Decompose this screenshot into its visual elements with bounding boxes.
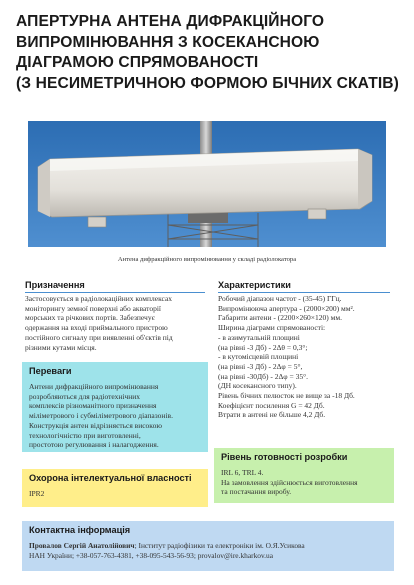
- specs-line: Втрати в антені не більше 4,2 Дб.: [218, 410, 326, 420]
- ip-value: IPR2: [29, 489, 45, 498]
- specs-text: [218, 294, 355, 420]
- title-line-1: АПЕРТУРНА АНТЕНА ДИФРАКЦІЙНОГО: [16, 13, 325, 30]
- specs-line: (на рівні -30Дб) - 2Δφ = 35°.: [218, 371, 308, 381]
- advantages-line: Антени дифракційного випромінювання: [29, 382, 159, 391]
- specs-line: (на рівні -3 Дб) - 2Δφ = 5°,: [218, 361, 303, 371]
- specs-divider: [218, 292, 390, 293]
- specs-line: (ДН косекансного типу).: [218, 381, 297, 391]
- antenna-photo: [28, 121, 386, 247]
- readiness-line: IRL 6, TRL 4.: [221, 468, 264, 477]
- purpose-line: морських та річкових портів. Забезпечує: [25, 313, 155, 323]
- contact-heading: Контактна інформація: [29, 525, 131, 535]
- ip-heading: Охорона інтелектуальної власності: [29, 473, 192, 483]
- advantages-line: технологічністю при виготовленні,: [29, 430, 141, 440]
- advantages-line: простотою регулювання і налагодження.: [29, 440, 159, 450]
- specs-line: Рівень бічних пелюсток не вище за -18 Дб.: [218, 391, 355, 401]
- readiness-box: [214, 448, 394, 503]
- specs-line: - в кутомісцевій площині: [218, 352, 299, 362]
- advantages-line: комплексів різноманітного призначення: [29, 401, 157, 411]
- advantages-line: Конструкція антен відрізняється високою: [29, 420, 162, 430]
- contact-institute: ; Інститут радіофізики та електроніки ім. О.Я.Усикова: [134, 541, 305, 550]
- specs-line: (на рівні -3 Дб) - 2Δθ = 0,3°;: [218, 342, 308, 352]
- specs-line: Випромінююча апертура - (2000×200) мм².: [218, 303, 355, 313]
- ip-box: [22, 469, 208, 507]
- readiness-text: [214, 466, 394, 497]
- title-line-2: ВИПРОМІНЮВАННЯ З КОСЕКАНСНОЮ: [16, 33, 320, 51]
- purpose-divider: [25, 292, 205, 293]
- advantages-line: міліметрового і субміліметрового діапазонів.: [29, 411, 173, 421]
- antenna-illustration: [28, 121, 386, 247]
- purpose-line: постійного сигналу при виявленні об'єктів під: [25, 332, 173, 342]
- specs-line: Габарити антени - (2200×260×120) мм.: [218, 313, 342, 323]
- purpose-line: моніторингу земної поверхні або акваторії: [25, 303, 161, 313]
- advantages-heading: Переваги: [29, 366, 72, 376]
- specs-line: Ширина діаграми спрямованості:: [218, 323, 326, 333]
- purpose-line: Застосовується в радіолокаційних комплексах: [25, 294, 173, 303]
- contact-name: Провалов Сергій Анатолійович: [29, 541, 135, 550]
- purpose-text: [25, 294, 173, 352]
- advantages-line: розробляються для радіотехнічних: [29, 391, 141, 401]
- advantages-text: [22, 380, 208, 450]
- readiness-line: та постачання виробу.: [221, 487, 292, 497]
- title-line-3: ДІАГРАМОЮ СПРЯМОВАНОСТІ: [16, 54, 259, 71]
- contact-line-2: НАН України; +38-057-763-4381, +38-095-543-56-93; provalov@ire.kharkov.ua: [29, 550, 274, 560]
- contact-box: [22, 521, 394, 571]
- specs-line: Робочий діапазон частот - (35-45) ГГц.: [218, 294, 342, 303]
- purpose-line: одержання на вході приймального пристрою: [25, 323, 168, 333]
- title-line-4: (З НЕСИМЕТРИЧНОЮ ФОРМОЮ БІЧНИХ СКАТІВ): [16, 74, 399, 92]
- readiness-heading: Рівень готовності розробки: [221, 452, 348, 462]
- page-title: [16, 12, 402, 94]
- readiness-line: На замовлення здійснюється виготовлення: [221, 477, 358, 487]
- contact-line-1: [29, 541, 394, 551]
- specs-line: Коефіцієнт посилення G = 42 Дб.: [218, 400, 325, 410]
- purpose-heading: Призначення: [25, 280, 85, 290]
- purpose-line: різними кутами місця.: [25, 342, 97, 352]
- photo-caption: Антена дифракційного випромінювання у складі радіолокатора: [117, 256, 297, 263]
- specs-line: - в азимутальній площині: [218, 332, 300, 342]
- advantages-box: [22, 362, 208, 452]
- specs-heading: Характеристики: [218, 280, 291, 290]
